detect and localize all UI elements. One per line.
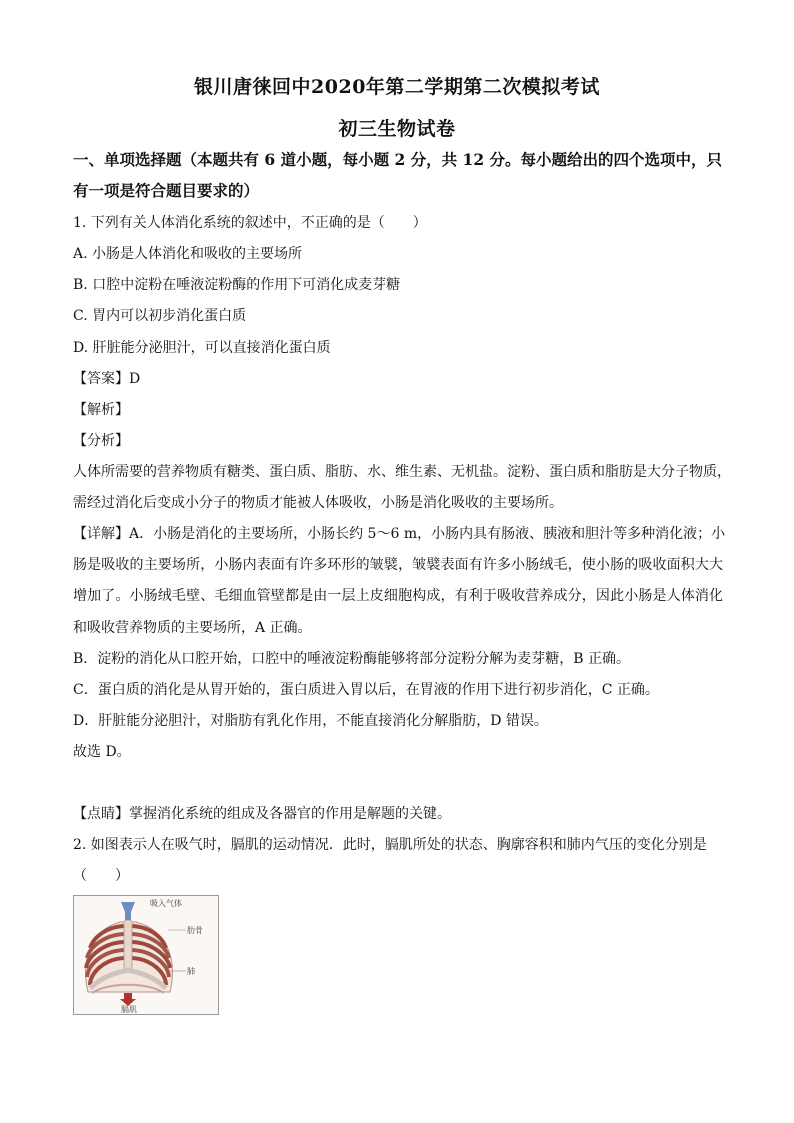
ribcage-diagram [74, 896, 218, 1014]
fenxi-label: 【分析】 [73, 433, 129, 449]
figure-label-lung: 肺 [187, 967, 195, 976]
detail-text-line: D．肝脏能分泌胆汁，对脂肪有乳化作用，不能直接消化分解脂肪，D 错误。 [73, 713, 548, 729]
detail-text-line: 增加了。小肠绒毛壁、毛细血管壁都是由一层上皮细胞构成，有利于吸收营养成分，因此小肠是人体消化 [73, 588, 723, 604]
detail-text-line: B．淀粉的消化从口腔开始，口腔中的唾液淀粉酶能够将部分淀粉分解为麦芽糖，B 正确。 [73, 651, 631, 667]
question-1-stem: 1. 下列有关人体消化系统的叙述中，不正确的是（ ） [73, 215, 427, 231]
analysis-label: 【解析】 [73, 402, 129, 418]
figure-label-inhaled-air: 吸入气体 [150, 899, 182, 908]
fenxi-text-line: 需经过消化后变成小分子的物质才能被人体吸收，小肠是消化吸收的主要场所。 [73, 495, 563, 511]
detail-text-line: 故选 D。 [73, 744, 131, 760]
thorax-figure [73, 895, 219, 1015]
question-1-option-a: A. 小肠是人体消化和吸收的主要场所 [73, 246, 303, 262]
question-2-stem: 2. 如图表示人在吸气时，膈肌的运动情况．此时，膈肌所处的状态、胸廓容积和肺内气压的变化分别是 [73, 837, 707, 853]
detail-text-line: 【详解】A．小肠是消化的主要场所，小肠长约 5～6 m，小肠内具有肠液、胰液和胆汁等多种消化液；小 [73, 526, 726, 542]
detail-text-line: 肠是吸收的主要场所，小肠内表面有许多环形的皱襞，皱襞表面有许多小肠绒毛，使小肠的吸收面积大大 [73, 557, 723, 573]
dianjing-text: 【点睛】掌握消化系统的组成及各器官的作用是解题的关键。 [73, 806, 451, 822]
answer-label: 【答案】D [73, 371, 141, 387]
question-2-blank: （ ） [73, 868, 129, 884]
question-1-option-c: C. 胃内可以初步消化蛋白质 [73, 308, 247, 324]
section-heading-line-1: 一、单项选择题（本题共有 6 道小题，每小题 2 分，共 12 分。每小题给出的四个选项中，只 [73, 150, 723, 169]
question-1-option-b: B. 口腔中淀粉在唾液淀粉酶的作用下可消化成麦芽糖 [73, 277, 401, 293]
question-1-option-d: D. 肝脏能分泌胆汁，可以直接消化蛋白质 [73, 340, 331, 356]
detail-text-line: 和吸收营养物质的主要场所，A 正确。 [73, 620, 312, 636]
figure-label-diaphragm: 膈肌 [121, 1005, 137, 1014]
page-title: 银川唐徕回中2020年第二学期第二次模拟考试 [194, 76, 600, 98]
page-subtitle: 初三生物试卷 [338, 118, 456, 140]
inhale-arrow-icon [121, 902, 135, 912]
figure-label-rib: 肋骨 [187, 926, 203, 935]
detail-text-line: C．蛋白质的消化是从胃开始的，蛋白质进入胃以后，在胃液的作用下进行初步消化，C 正确。 [73, 682, 659, 698]
fenxi-text-line: 人体所需要的营养物质有糖类、蛋白质、脂肪、水、维生素、无机盐。淀粉、蛋白质和脂肪是大分子物质， [73, 464, 731, 480]
sternum [124, 920, 132, 972]
section-heading-line-2: 有一项是符合题目要求的） [73, 181, 260, 200]
